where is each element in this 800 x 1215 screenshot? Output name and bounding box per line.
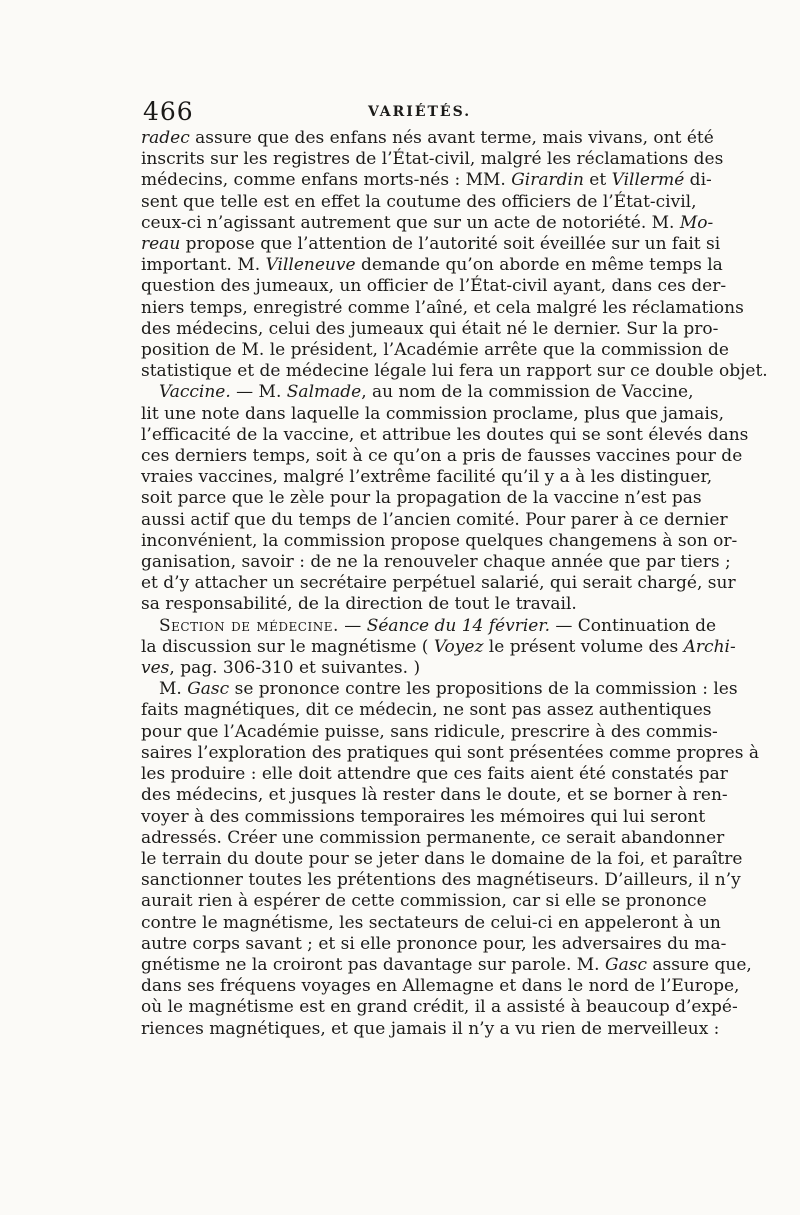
text-run: des médecins, et jusques là rester dans le doute, et se borner à ren- — [141, 785, 728, 806]
small-caps-text: Section de médecine. — [159, 615, 339, 636]
text-run: et — [583, 170, 612, 191]
text-run: question des jumeaux, un officier de l’État-civil ayant, dans ces der- — [141, 276, 727, 297]
text-run: position de M. le président, l’Académie arrête que la commission de — [141, 340, 729, 361]
text-run: dans ses fréquens voyages en Allemagne et dans le nord de l’Europe, — [141, 976, 740, 997]
text-line — [141, 1018, 720, 1040]
text-run: où le magnétisme est en grand crédit, il a assisté à beaucoup d’expé- — [141, 997, 738, 1018]
text-line — [141, 954, 752, 976]
text-line — [141, 297, 744, 319]
text-line — [141, 255, 723, 276]
text-line — [141, 700, 712, 721]
text-run: des médecins, celui des jumeaux qui était né le dernier. Sur la pro- — [141, 318, 719, 339]
text-run: riences magnétiques, et que jamais il n’y a vu rien de merveilleux : — [141, 1018, 720, 1039]
text-line — [141, 848, 743, 870]
italic-text: Vaccine. — [159, 382, 231, 403]
text-line — [141, 933, 727, 955]
text-run: sent que telle est en effet la coutume des officiers de l’État-civil, — [141, 191, 697, 212]
text-line — [141, 806, 706, 828]
text-line — [141, 149, 724, 170]
text-run: gnétisme ne la croiront pas davantage sur parole. M. — [141, 954, 605, 975]
text-run: — Continuation de — [549, 615, 717, 636]
text-line — [141, 742, 760, 764]
running-head: VARIÉTÉS. — [368, 104, 472, 120]
text-run: statistique et de médecine légale lui fera un rapport sur ce double objet. — [141, 361, 768, 382]
text-run: inconvénient, la commission propose quelques changemens à son or- — [141, 530, 738, 551]
text-line — [141, 870, 741, 891]
text-line — [141, 530, 738, 552]
italic-text: Villeneuve — [265, 255, 356, 276]
text-run: le présent volume des — [483, 636, 684, 657]
text-line — [141, 679, 738, 700]
text-line — [141, 467, 713, 488]
text-run: , pag. 306-310 et suivantes. ) — [169, 658, 421, 679]
text-line — [141, 446, 743, 467]
text-line — [141, 234, 721, 255]
text-run: ganisation, savoir : de ne la renouveler chaque année que par tiers ; — [141, 552, 731, 573]
text-run: adressés. Créer une commission permanente, ce serait abandonner — [141, 827, 725, 848]
text-line — [141, 276, 727, 297]
text-run: important. M. — [141, 255, 266, 276]
text-line — [141, 382, 694, 403]
text-line — [141, 636, 736, 658]
text-run: autre corps savant ; et si elle prononce pour, les adversaires du ma- — [141, 933, 727, 954]
text-line — [141, 212, 714, 234]
page-number: 466 — [143, 97, 194, 126]
text-line — [141, 573, 736, 594]
body-text — [141, 128, 768, 1040]
text-run: la discussion sur le magnétisme ( — [141, 636, 434, 657]
text-line — [141, 403, 724, 425]
text-run: contre le magnétisme, les sectateurs de celui-ci en appeleront à un — [141, 912, 721, 933]
text-run: saires l’exploration des pratiques qui sont présentées comme propres à — [141, 742, 760, 763]
text-line — [141, 361, 768, 382]
text-run: — M. — [230, 382, 287, 403]
italic-text: reau — [141, 234, 181, 255]
text-run: inscrits sur les registres de l’État-civil, malgré les réclamations des — [141, 149, 724, 170]
text-line — [141, 552, 731, 573]
text-run: sanctionner toutes les prétentions des magnétiseurs. D’ailleurs, il n’y — [141, 870, 741, 891]
text-run: le terrain du doute pour se jeter dans le domaine de la foi, et paraître — [141, 848, 743, 869]
text-line — [141, 658, 669, 679]
text-run: les produire : elle doit attendre que ces faits aient été constatés par — [141, 764, 728, 785]
text-run: demande qu’on aborde en même temps la — [355, 255, 723, 276]
text-line — [141, 340, 729, 361]
text-run: l’efficacité de la vaccine, et attribue les doutes qui se sont élevés dans — [141, 424, 749, 445]
text-run: niers temps, enregistré comme l’aîné, et cela malgré les réclamations — [141, 297, 744, 318]
italic-text: Archi- — [683, 636, 736, 657]
italic-text: Gasc — [187, 679, 230, 700]
page-header — [140, 97, 670, 127]
text-line — [141, 615, 717, 637]
text-run: sa responsabilité, de la direction de tout le travail. — [141, 594, 577, 615]
text-line — [141, 424, 749, 446]
text-run: assure que, — [646, 954, 752, 975]
text-run: voyer à des commissions temporaires les mémoires qui lui seront — [141, 806, 706, 827]
text-line — [141, 191, 697, 213]
text-run: vraies vaccines, malgré l’extrême facilité qu’il y a à les distinguer, — [141, 467, 713, 488]
text-line — [141, 785, 728, 806]
text-run: , au nom de la commission de Vaccine, — [361, 382, 694, 403]
text-line — [141, 318, 719, 340]
text-run: ceux-ci n’agissant autrement que sur un acte de notoriété. M. — [141, 212, 680, 233]
text-line — [141, 764, 728, 785]
text-line — [141, 721, 718, 743]
text-run: se prononce contre les propositions de la commission : les — [229, 679, 738, 700]
italic-text: Séance du 14 février. — [366, 615, 550, 636]
text-line — [141, 170, 712, 191]
text-run: di- — [684, 170, 712, 191]
italic-text: Salmade — [286, 382, 362, 403]
text-line — [141, 509, 728, 531]
text-run: faits magnétiques, dit ce médecin, ne sont pas assez authentiques — [141, 700, 712, 721]
text-line — [141, 128, 714, 149]
text-run: et d’y attacher un secrétaire perpétuel salarié, qui serait chargé, sur — [141, 573, 736, 594]
italic-text: Villermé — [611, 170, 685, 191]
text-run: soit parce que le zèle pour la propagation de la vaccine n’est pas — [141, 488, 702, 509]
text-run: ces derniers temps, soit à ce qu’on a pris de fausses vaccines pour de — [141, 446, 743, 467]
text-run: pour que l’Académie puisse, sans ridicule, prescrire à des commis- — [141, 721, 718, 742]
text-run: aurait rien à espérer de cette commission, car si elle se prononce — [141, 891, 707, 912]
italic-text: Mo- — [679, 212, 714, 233]
italic-text: Gasc — [605, 954, 647, 975]
text-run: — — [338, 615, 367, 636]
text-line — [141, 488, 702, 509]
text-run: lit une note dans laquelle la commission proclame, plus que jamais, — [141, 403, 724, 424]
text-run: assure que des enfans nés avant terme, mais vivans, ont été — [189, 128, 714, 148]
italic-text: Girardin — [511, 170, 584, 191]
text-line — [141, 976, 740, 997]
text-line — [141, 997, 738, 1018]
text-line — [141, 594, 669, 615]
text-line — [141, 912, 721, 934]
italic-text: ves — [141, 658, 170, 679]
text-run: aussi actif que du temps de l’ancien comité. Pour parer à ce dernier — [141, 509, 728, 530]
text-run: propose que l’attention de l’autorité soit éveillée sur un fait si — [180, 234, 721, 255]
text-run: médecins, comme enfans morts-nés : MM. — [141, 170, 512, 191]
text-line — [141, 891, 707, 912]
text-line — [141, 827, 725, 849]
text-run: M. — [159, 679, 188, 700]
italic-text: Voyez — [433, 636, 484, 657]
italic-text: radec — [141, 128, 190, 148]
